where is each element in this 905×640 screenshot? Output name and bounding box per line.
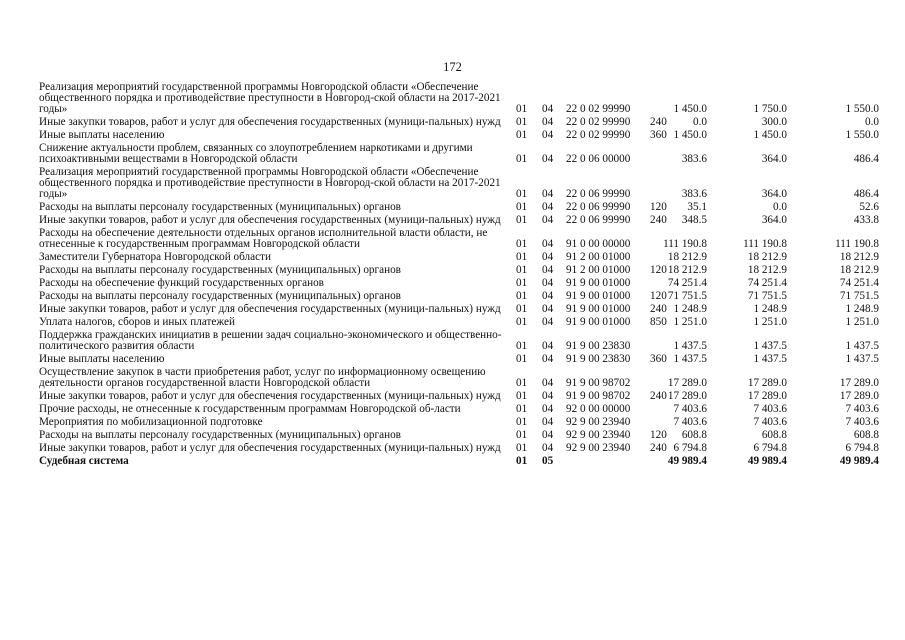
- row-cells: [39, 104, 881, 115]
- subsection-code: 04: [542, 316, 554, 328]
- row-description: Судебная система: [39, 455, 129, 467]
- section-code: 01: [516, 153, 528, 165]
- row-cells: [39, 189, 881, 200]
- amount-year-1: 0.0: [693, 116, 707, 128]
- amount-year-3: 486.4: [853, 153, 879, 165]
- amount-year-3: 1 550.0: [845, 129, 879, 141]
- row-description: Снижение актуальности проблем, связанных со злоупотреблением наркотиками и другими психоактивными веществами в Новгородской области: [39, 142, 473, 165]
- amount-year-2: 18 212.9: [747, 251, 787, 263]
- row-cells: [39, 404, 881, 415]
- row-cells: [39, 430, 881, 441]
- target-article-code: 92 9 00 23940: [566, 416, 631, 428]
- amount-year-2: 17 289.0: [747, 390, 787, 402]
- amount-year-1: 1 437.5: [673, 340, 707, 352]
- subsection-code: 04: [542, 277, 554, 289]
- amount-year-3: 608.8: [853, 429, 879, 441]
- expense-type-code: 240: [650, 214, 667, 226]
- section-code: 01: [516, 316, 528, 328]
- target-article-code: 22 0 02 99990: [566, 116, 631, 128]
- row-description: Мероприятия по мобилизационной подготовке: [39, 416, 263, 428]
- subsection-code: 04: [542, 340, 554, 352]
- subsection-code: 04: [542, 303, 554, 315]
- amount-year-3: 17 289.0: [839, 390, 879, 402]
- table-row: [39, 367, 881, 389]
- row-cells: [39, 154, 881, 165]
- expense-type-code: 120: [650, 290, 667, 302]
- table-row: [39, 354, 881, 365]
- expense-type-code: 120: [650, 429, 667, 441]
- amount-year-2: 1 750.0: [753, 103, 787, 115]
- row-cells: [39, 456, 881, 467]
- table-row: [39, 215, 881, 226]
- amount-year-1: 17 289.0: [667, 390, 707, 402]
- row-cells: [39, 130, 881, 141]
- amount-year-3: 1 550.0: [845, 103, 879, 115]
- expense-type-code: 240: [650, 442, 667, 454]
- amount-year-1: 383.6: [681, 188, 707, 200]
- expense-type-code: 120: [650, 201, 667, 213]
- row-cells: [39, 278, 881, 289]
- table-row: [39, 291, 881, 302]
- amount-year-3: 111 190.8: [835, 238, 879, 250]
- section-code: 01: [516, 116, 528, 128]
- section-code: 01: [516, 442, 528, 454]
- target-article-code: 92 9 00 23940: [566, 442, 631, 454]
- row-description: Расходы на выплаты персоналу государственных (муниципальных) органов: [39, 429, 401, 441]
- row-description: Иные закупки товаров, работ и услуг для обеспечения государственных (муници-пальных) нужд: [39, 303, 501, 315]
- amount-year-2: 1 437.5: [753, 353, 787, 365]
- expense-type-code: 850: [650, 316, 667, 328]
- section-code: 01: [516, 238, 528, 250]
- amount-year-1: 7 403.6: [673, 403, 707, 415]
- amount-year-1: 74 251.4: [667, 277, 707, 289]
- amount-year-1: 71 751.5: [667, 290, 707, 302]
- amount-year-3: 7 403.6: [845, 403, 879, 415]
- amount-year-2: 364.0: [761, 153, 787, 165]
- subsection-code: 04: [542, 116, 554, 128]
- amount-year-3: 1 437.5: [845, 340, 879, 352]
- target-article-code: 91 2 00 01000: [566, 264, 631, 276]
- target-article-code: 91 9 00 23830: [566, 353, 631, 365]
- amount-year-2: 17 289.0: [747, 377, 787, 389]
- row-description: Расходы на обеспечение функций государственных органов: [39, 277, 324, 289]
- amount-year-1: 1 248.9: [673, 303, 707, 315]
- amount-year-1: 1 437.5: [673, 353, 707, 365]
- subsection-code: 04: [542, 214, 554, 226]
- amount-year-1: 18 212.9: [667, 251, 707, 263]
- target-article-code: 91 9 00 98702: [566, 390, 631, 402]
- amount-year-3: 71 751.5: [839, 290, 879, 302]
- table-row: [39, 304, 881, 315]
- amount-year-1: 1 450.0: [673, 103, 707, 115]
- section-code: 01: [516, 103, 528, 115]
- section-code: 01: [516, 214, 528, 226]
- table-row: [39, 443, 881, 454]
- row-description: Иные закупки товаров, работ и услуг для обеспечения государственных (муници-пальных) нужд: [39, 116, 501, 128]
- amount-year-3: 17 289.0: [839, 377, 879, 389]
- table-row: [39, 404, 881, 415]
- amount-year-1: 49 989.4: [667, 455, 707, 467]
- section-code: 01: [516, 353, 528, 365]
- row-description: Поддержка гражданских инициатив в решении задач социально-экономического и общественно-политического развития области: [39, 329, 502, 352]
- target-article-code: 22 0 06 99990: [566, 201, 631, 213]
- subsection-code: 04: [542, 353, 554, 365]
- expense-type-code: 240: [650, 116, 667, 128]
- amount-year-2: 49 989.4: [747, 455, 787, 467]
- table-row: [39, 228, 881, 250]
- budget-table: [39, 82, 881, 467]
- subsection-code: 04: [542, 201, 554, 213]
- section-code: 01: [516, 429, 528, 441]
- row-description: Осуществление закупок в части приобретения работ, услуг по информационному освещению деятельности органов государственной власти Новгородской области: [39, 366, 486, 389]
- amount-year-1: 1 251.0: [673, 316, 707, 328]
- target-article-code: 91 0 00 00000: [566, 238, 631, 250]
- amount-year-1: 608.8: [681, 429, 707, 441]
- amount-year-2: 1 450.0: [753, 129, 787, 141]
- amount-year-2: 74 251.4: [747, 277, 787, 289]
- target-article-code: 91 9 00 23830: [566, 340, 631, 352]
- target-article-code: 22 0 06 99990: [566, 214, 631, 226]
- row-cells: [39, 378, 881, 389]
- amount-year-2: 7 403.6: [753, 416, 787, 428]
- row-description: Уплата налогов, сборов и иных платежей: [39, 316, 235, 328]
- amount-year-3: 1 437.5: [845, 353, 879, 365]
- row-description: Прочие расходы, не отнесенные к государственным программам Новгородской об-ласти: [39, 403, 461, 415]
- table-row: [39, 330, 881, 352]
- target-article-code: 22 0 02 99990: [566, 129, 631, 141]
- amount-year-2: 364.0: [761, 214, 787, 226]
- row-cells: [39, 341, 881, 352]
- target-article-code: 22 0 06 00000: [566, 153, 631, 165]
- row-description: Иные закупки товаров, работ и услуг для обеспечения государственных (муници-пальных) нужд: [39, 214, 501, 226]
- subsection-code: 04: [542, 103, 554, 115]
- amount-year-3: 52.6: [859, 201, 879, 213]
- target-article-code: 91 9 00 01000: [566, 277, 631, 289]
- amount-year-3: 74 251.4: [839, 277, 879, 289]
- amount-year-3: 486.4: [853, 188, 879, 200]
- subsection-code: 04: [542, 188, 554, 200]
- subsection-code: 04: [542, 442, 554, 454]
- section-code: 01: [516, 377, 528, 389]
- section-code: 01: [516, 188, 528, 200]
- amount-year-3: 7 403.6: [845, 416, 879, 428]
- row-description: Реализация мероприятий государственной программы Новгородской области «Обеспечение общественного порядка и противодействие преступности в Новгород-ской области на 2017-2021 годы»: [39, 166, 501, 200]
- table-row: [39, 430, 881, 441]
- row-description: Иные выплаты населению: [39, 129, 165, 141]
- section-code: 01: [516, 390, 528, 402]
- target-article-code: 22 0 06 99990: [566, 188, 631, 200]
- expense-type-code: 120: [650, 264, 667, 276]
- row-cells: [39, 117, 881, 128]
- row-cells: [39, 354, 881, 365]
- amount-year-3: 1 251.0: [845, 316, 879, 328]
- amount-year-2: 300.0: [761, 116, 787, 128]
- row-description: Иные закупки товаров, работ и услуг для обеспечения государственных (муници-пальных) нужд: [39, 442, 501, 454]
- amount-year-2: 1 251.0: [753, 316, 787, 328]
- amount-year-1: 35.1: [687, 201, 707, 213]
- expense-type-code: 360: [650, 129, 667, 141]
- amount-year-3: 433.8: [853, 214, 879, 226]
- row-description: Расходы на выплаты персоналу государственных (муниципальных) органов: [39, 290, 401, 302]
- row-cells: [39, 202, 881, 213]
- table-row: [39, 117, 881, 128]
- subsection-code: 04: [542, 290, 554, 302]
- subsection-code: 04: [542, 153, 554, 165]
- section-code: 01: [516, 277, 528, 289]
- amount-year-3: 6 794.8: [845, 442, 879, 454]
- target-article-code: 91 2 00 01000: [566, 251, 631, 263]
- table-row: [39, 167, 881, 200]
- row-description: Иные выплаты населению: [39, 353, 165, 365]
- amount-year-1: 6 794.8: [673, 442, 707, 454]
- section-code: 01: [516, 129, 528, 141]
- row-description: Расходы на выплаты персоналу государственных (муниципальных) органов: [39, 201, 401, 213]
- amount-year-1: 348.5: [681, 214, 707, 226]
- subsection-code: 04: [542, 377, 554, 389]
- table-row: [39, 456, 881, 467]
- amount-year-1: 17 289.0: [667, 377, 707, 389]
- section-code: 01: [516, 340, 528, 352]
- target-article-code: 92 9 00 23940: [566, 429, 631, 441]
- target-article-code: 92 0 00 00000: [566, 403, 631, 415]
- amount-year-2: 71 751.5: [747, 290, 787, 302]
- subsection-code: 04: [542, 416, 554, 428]
- row-cells: [39, 417, 881, 428]
- subsection-code: 04: [542, 129, 554, 141]
- section-code: 01: [516, 201, 528, 213]
- table-row: [39, 417, 881, 428]
- row-description: Иные закупки товаров, работ и услуг для обеспечения государственных (муници-пальных) нужд: [39, 390, 501, 402]
- target-article-code: 91 9 00 01000: [566, 316, 631, 328]
- target-article-code: 91 9 00 01000: [566, 290, 631, 302]
- row-cells: [39, 304, 881, 315]
- amount-year-3: 0.0: [865, 116, 879, 128]
- subsection-code: 04: [542, 264, 554, 276]
- row-cells: [39, 215, 881, 226]
- section-code: 01: [516, 455, 528, 467]
- table-row: [39, 265, 881, 276]
- row-cells: [39, 443, 881, 454]
- amount-year-2: 364.0: [761, 188, 787, 200]
- row-cells: [39, 391, 881, 402]
- table-row: [39, 143, 881, 165]
- subsection-code: 04: [542, 238, 554, 250]
- section-code: 01: [516, 303, 528, 315]
- amount-year-3: 18 212.9: [839, 251, 879, 263]
- amount-year-3: 18 212.9: [839, 264, 879, 276]
- amount-year-1: 383.6: [681, 153, 707, 165]
- target-article-code: 91 9 00 01000: [566, 303, 631, 315]
- amount-year-2: 111 190.8: [743, 238, 787, 250]
- section-code: 01: [516, 251, 528, 263]
- table-row: [39, 82, 881, 115]
- subsection-code: 04: [542, 251, 554, 263]
- row-description: Реализация мероприятий государственной программы Новгородской области «Обеспечение общественного порядка и противодействие преступности в Новгород-ской области на 2017-2021 годы»: [39, 81, 501, 115]
- amount-year-3: 49 989.4: [839, 455, 879, 467]
- row-description: Расходы на выплаты персоналу государственных (муниципальных) органов: [39, 264, 401, 276]
- amount-year-2: 0.0: [773, 201, 787, 213]
- amount-year-2: 18 212.9: [747, 264, 787, 276]
- subsection-code: 04: [542, 429, 554, 441]
- row-cells: [39, 317, 881, 328]
- amount-year-2: 1 437.5: [753, 340, 787, 352]
- section-code: 01: [516, 416, 528, 428]
- subsection-code: 04: [542, 403, 554, 415]
- amount-year-2: 608.8: [761, 429, 787, 441]
- row-cells: [39, 291, 881, 302]
- table-row: [39, 130, 881, 141]
- row-description: Расходы на обеспечение деятельности отдельных органов исполнительной власти области, не отнесенные к государственным программам Новгородской области: [39, 227, 488, 250]
- row-cells: [39, 239, 881, 250]
- expense-type-code: 360: [650, 353, 667, 365]
- expense-type-code: 240: [650, 303, 667, 315]
- amount-year-2: 7 403.6: [753, 403, 787, 415]
- amount-year-3: 1 248.9: [845, 303, 879, 315]
- page-number: 172: [443, 60, 462, 74]
- table-row: [39, 317, 881, 328]
- subsection-code: 05: [542, 455, 554, 467]
- amount-year-1: 111 190.8: [663, 238, 707, 250]
- amount-year-2: 1 248.9: [753, 303, 787, 315]
- section-code: 01: [516, 264, 528, 276]
- subsection-code: 04: [542, 390, 554, 402]
- table-row: [39, 391, 881, 402]
- amount-year-1: 1 450.0: [673, 129, 707, 141]
- row-description: Заместители Губернатора Новгородской области: [39, 251, 271, 263]
- section-code: 01: [516, 403, 528, 415]
- amount-year-1: 7 403.6: [673, 416, 707, 428]
- section-code: 01: [516, 290, 528, 302]
- row-cells: [39, 252, 881, 263]
- row-cells: [39, 265, 881, 276]
- amount-year-1: 18 212.9: [667, 264, 707, 276]
- target-article-code: 22 0 02 99990: [566, 103, 631, 115]
- table-row: [39, 278, 881, 289]
- amount-year-2: 6 794.8: [753, 442, 787, 454]
- table-row: [39, 252, 881, 263]
- table-row: [39, 202, 881, 213]
- target-article-code: 91 9 00 98702: [566, 377, 631, 389]
- expense-type-code: 240: [650, 390, 667, 402]
